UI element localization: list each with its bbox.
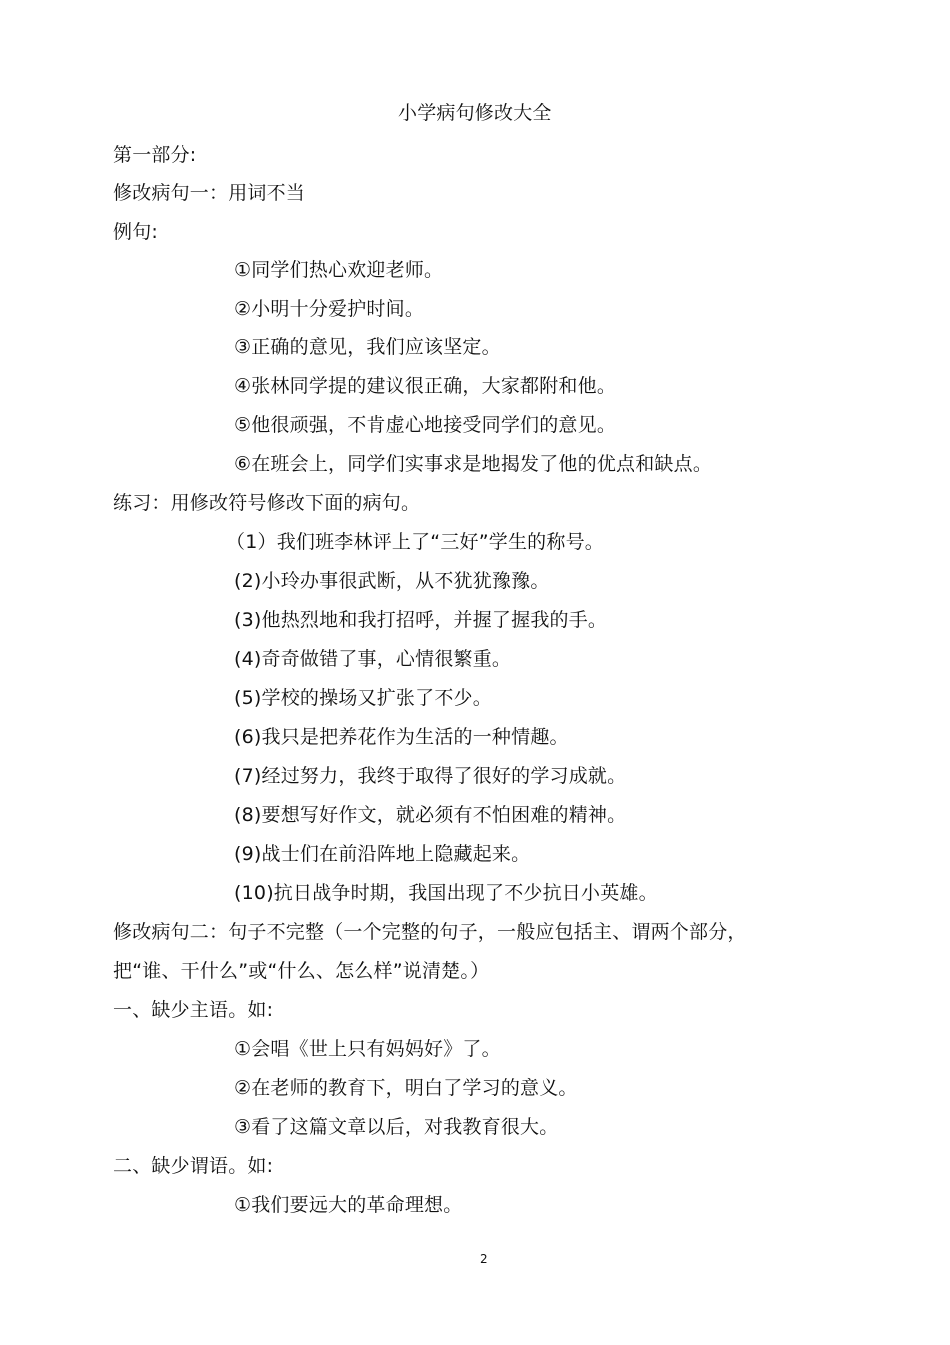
section2-heading-continued: 把“谁、干什么”或“什么、怎么样”说清楚。） [113,960,490,982]
page-number: 2 [480,1252,488,1266]
part-heading: 第一部分: [113,144,197,166]
exercise-item: (8)要想写好作文，就必须有不怕困难的精神。 [234,804,627,826]
exercise-item: (9)战士们在前沿阵地上隐藏起来。 [234,843,531,865]
exercise-item: (10)抗日战争时期，我国出现了不少抗日小英雄。 [234,882,658,904]
example-item: ⑤他很顽强，不肯虚心地接受同学们的意见。 [234,414,617,436]
example-item: ③正确的意见，我们应该坚定。 [234,336,501,358]
section2-heading: 修改病句二：句子不完整（一个完整的句子，一般应包括主、谓两个部分， [113,921,747,943]
example-item: ⑥在班会上，同学们实事求是地揭发了他的优点和缺点。 [234,453,713,475]
subsection-item: ③看了这篇文章以后，对我教育很大。 [234,1116,559,1138]
exercise-item: (5)学校的操场又扩张了不少。 [234,687,492,709]
exercise-item: (6)我只是把养花作为生活的一种情趣。 [234,726,569,748]
exercise-item: (7)经过努力，我终于取得了很好的学习成就。 [234,765,627,787]
document-title: 小学病句修改大全 [398,102,552,124]
exercise-heading: 练习：用修改符号修改下面的病句。 [113,492,421,514]
exercise-item: (4)奇奇做错了事，心情很繁重。 [234,648,512,670]
example-item: ②小明十分爱护时间。 [234,298,425,320]
subsection-item: ②在老师的教育下，明白了学习的意义。 [234,1077,578,1099]
exercise-item: （1）我们班李林评上了“三好”学生的称号。 [226,531,604,553]
section1-heading: 修改病句一：用词不当 [113,182,306,204]
subsection-item: ①会唱《世上只有妈妈好》了。 [234,1038,501,1060]
subsection-heading: 二、缺少谓语。如: [113,1155,274,1177]
example-item: ①同学们热心欢迎老师。 [234,259,444,281]
examples-label: 例句: [113,221,159,243]
exercise-item: (3)他热烈地和我打招呼，并握了握我的手。 [234,609,608,631]
exercise-item: (2)小玲办事很武断，从不犹犹豫豫。 [234,570,550,592]
subsection-item: ①我们要远大的革命理想。 [234,1194,463,1216]
example-item: ④张林同学提的建议很正确，大家都附和他。 [234,375,617,397]
subsection-heading: 一、缺少主语。如: [113,999,274,1021]
